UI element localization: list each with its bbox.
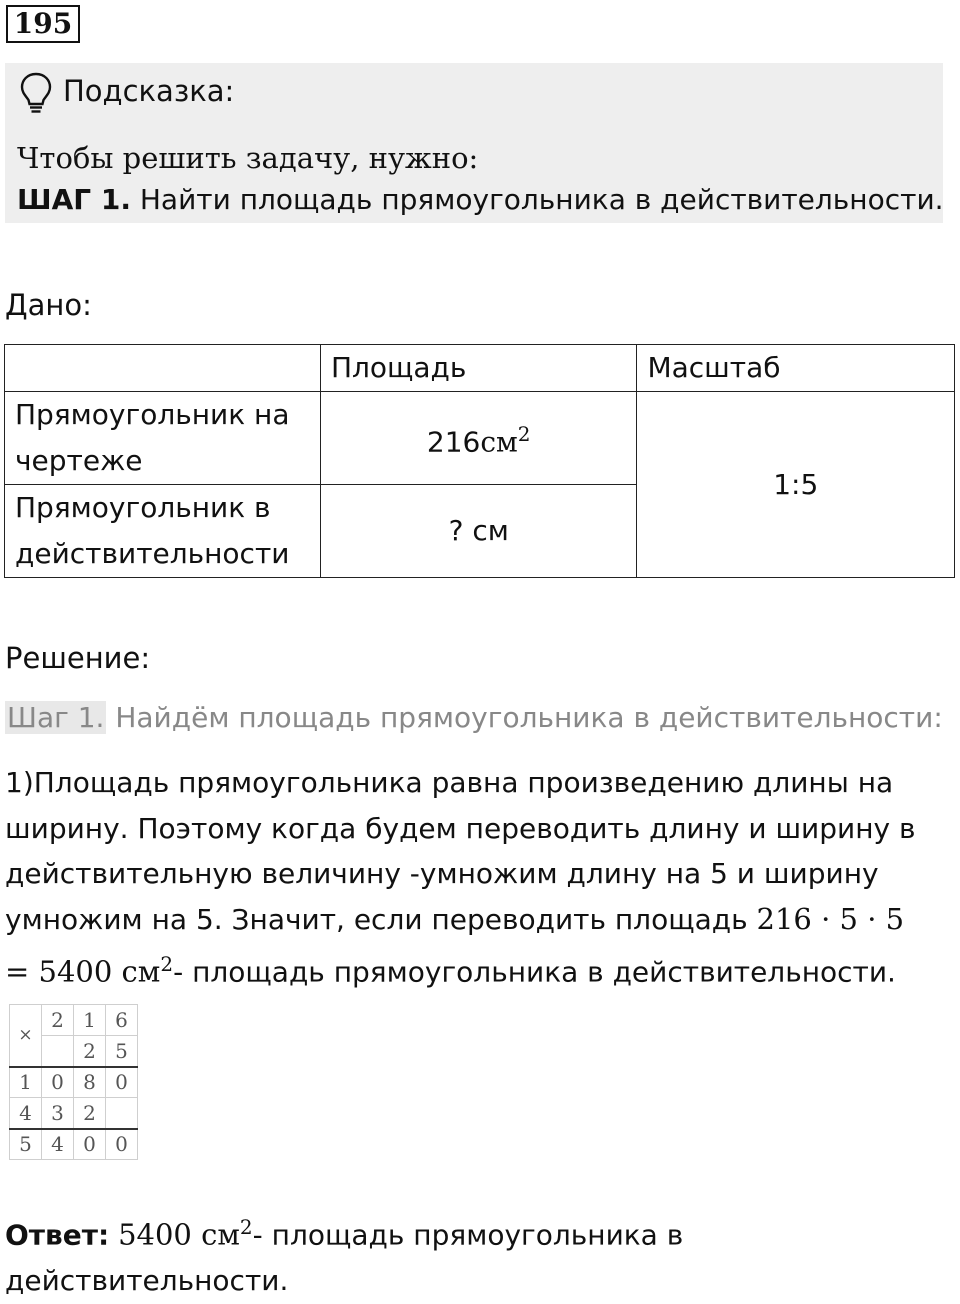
calc-cell: 0 <box>106 1129 138 1160</box>
calc-cell: 8 <box>74 1067 106 1098</box>
solution-heading: Решение: <box>5 641 151 675</box>
answer-exponent: 2 <box>239 1215 253 1239</box>
calc-row <box>10 1067 138 1098</box>
given-header-area: Площадь <box>320 345 637 392</box>
given-header-row <box>5 345 955 392</box>
calc-cell: 0 <box>106 1067 138 1098</box>
given-area-drawing <box>320 392 637 485</box>
calc-cell: 0 <box>74 1129 106 1160</box>
given-heading: Дано: <box>5 288 92 322</box>
calc-cell <box>106 1098 138 1129</box>
answer <box>5 1204 935 1304</box>
given-scale-value: 1:5 <box>637 392 955 578</box>
answer-label: Ответ: <box>5 1218 110 1252</box>
calc-cell: 5 <box>106 1036 138 1067</box>
calc-cell: 2 <box>74 1036 106 1067</box>
hint-intro: Чтобы решить задачу, нужно: <box>17 141 479 175</box>
given-row-label: Прямоугольник на чертеже <box>5 392 321 485</box>
calc-cell <box>42 1036 74 1067</box>
calc-cell: 2 <box>74 1098 106 1129</box>
calc-cell: 4 <box>10 1098 42 1129</box>
given-area-real: ? см <box>320 485 637 578</box>
calc-cell: 3 <box>42 1098 74 1129</box>
answer-text: - площадь прямоугольника в действительности. <box>5 1218 684 1298</box>
calc-cell: 5 <box>10 1129 42 1160</box>
calc-row <box>10 1005 138 1036</box>
area-exponent: 2 <box>517 421 531 446</box>
given-header-scale: Масштаб <box>637 345 955 392</box>
given-header-empty <box>5 345 321 392</box>
calc-cell: 1 <box>10 1067 42 1098</box>
calc-cell: 2 <box>42 1005 74 1036</box>
lightbulb-icon <box>19 71 53 115</box>
calc-cell: 6 <box>106 1005 138 1036</box>
given-row-label: Прямоугольник в действительности <box>5 485 321 578</box>
solution-tail: - площадь прямоугольника в действительности. <box>173 955 896 989</box>
solution-text: 1)Площадь прямоугольника равна произведению длины на ширину. Поэтому когда будем переводить длину и ширину в действительную величину -умножим длину на 5 и ширину умножим на 5. Значит, если переводить площадь <box>5 766 916 936</box>
solution-paragraph <box>5 760 935 995</box>
calc-cell: 0 <box>42 1067 74 1098</box>
calc-times-sign: × <box>10 1005 42 1067</box>
area-unit: см <box>480 425 518 459</box>
hint-step-label: ШАГ 1. <box>17 183 131 216</box>
solution-step-label: Шаг 1. <box>7 701 105 734</box>
area-value: 216 <box>426 425 481 459</box>
hint-box <box>5 63 943 223</box>
solution-formula-exponent: 2 <box>160 952 174 976</box>
calc-cell: 1 <box>74 1005 106 1036</box>
answer-value: 5400 см <box>118 1217 240 1252</box>
solution-formula: 216 · 5 · 5 = 5400 см <box>5 901 905 989</box>
solution-step-text: Найдём площадь прямоугольника в действительности: <box>106 701 943 734</box>
given-table <box>4 344 955 578</box>
solution-step <box>5 700 943 736</box>
given-row-drawing <box>5 392 955 485</box>
hint-title: Подсказка: <box>63 74 235 108</box>
calc-cell: 4 <box>42 1129 74 1160</box>
hint-step-text: Найти площадь прямоугольника в действительности. <box>130 183 944 216</box>
multiplication-grid <box>9 1004 138 1160</box>
calc-row <box>10 1129 138 1160</box>
hint-step <box>17 183 944 217</box>
task-number: 195 <box>6 5 80 43</box>
calc-row <box>10 1098 138 1129</box>
